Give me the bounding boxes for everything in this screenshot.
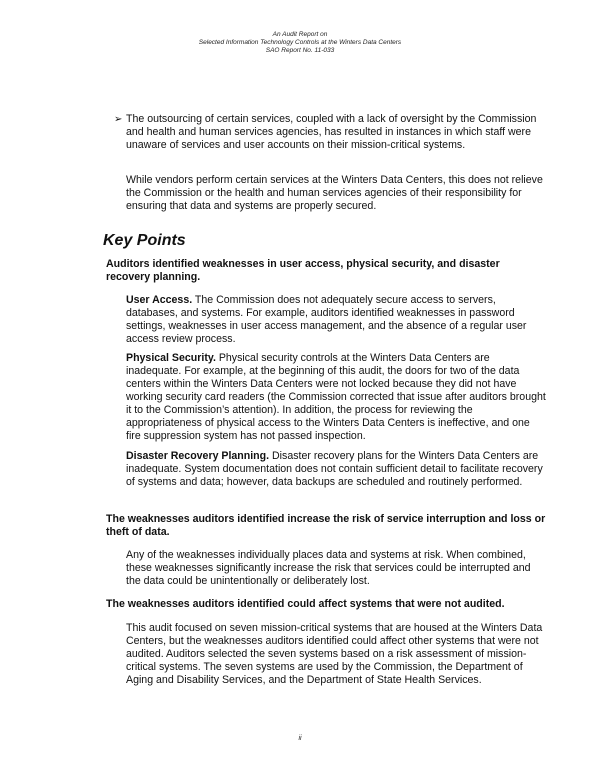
outsourcing-bullet xyxy=(114,113,546,152)
disaster-recovery-paragraph xyxy=(126,450,546,489)
header-line-3: SAO Report No. 11-033 xyxy=(265,47,335,54)
running-header xyxy=(0,31,600,55)
section1-heading: Auditors identified weaknesses in user access, physical security, and disaster recovery planning. xyxy=(106,258,500,283)
physical-security-paragraph xyxy=(126,352,546,443)
user-access-text: The Commission does not adequately secure access to servers, databases, and systems. For example, auditors identified weaknesses in password settings, weaknesses in user access management, and the absence of a regular user access review process. xyxy=(126,294,527,345)
arrow-bullet-icon: ➢ xyxy=(114,114,123,125)
physical-security-text: Physical security controls at the Winters Data Centers are inadequate. For example, at the beginning of this audit, the doors for two of the data centers within the Winters Data Centers were not locked because they did not have working security card readers (the Commission corrected that issue after auditors brought it to the Commission’s attention). In addition, the process for reviewing the appropriateness of physical access to the Winters Data Centers is ineffective, and one fire suppression system has not passed inspection. xyxy=(126,352,546,442)
key-points-heading: Key Points xyxy=(103,232,186,249)
bullet-text: The outsourcing of certain services, coupled with a lack of oversight by the Commission and health and human services agencies, has resulted in instances in which staff were unaware of services and user accounts on their mission-critical systems. xyxy=(126,113,537,151)
user-access-lead: User Access. xyxy=(126,294,193,306)
section3-heading: The weaknesses auditors identified could affect systems that were not audited. xyxy=(106,598,505,610)
disaster-recovery-text: Disaster recovery plans for the Winters Data Centers are inadequate. System documentation does not contain sufficient detail to facilitate recovery of systems and data; however, data backups are scheduled and routinely performed. xyxy=(126,450,543,488)
physical-security-lead: Physical Security. xyxy=(126,352,216,364)
user-access-paragraph xyxy=(126,294,546,346)
section2-paragraph: Any of the weaknesses individually places data and systems at risk. When combined, these weaknesses significantly increase the risk that services could be interrupted and the data could be unintentionally or deliberately lost. xyxy=(126,549,531,587)
disaster-recovery-lead: Disaster Recovery Planning. xyxy=(126,450,270,462)
header-line-1: An Audit Report on xyxy=(272,31,328,38)
section2-heading: The weaknesses auditors identified increase the risk of service interruption and loss or theft of data. xyxy=(106,513,546,538)
section3-paragraph: This audit focused on seven mission-critical systems that are housed at the Winters Data Centers, but the weaknesses auditors identified could affect other systems that were not audited. Auditors selected the seven systems based on a risk assessment of mission-critical systems. The seven systems are used by the Commission, the Department of Aging and Disability Services, and the Department of State Health Services. xyxy=(126,622,543,686)
vendors-paragraph: While vendors perform certain services at the Winters Data Centers, this does not relieve the Commission or the health and human services agencies of their responsibility for ensuring that data and systems are properly secured. xyxy=(126,174,543,212)
page-number: ii xyxy=(298,735,302,742)
header-line-2: Selected Information Technology Controls at the Winters Data Centers xyxy=(198,39,402,46)
